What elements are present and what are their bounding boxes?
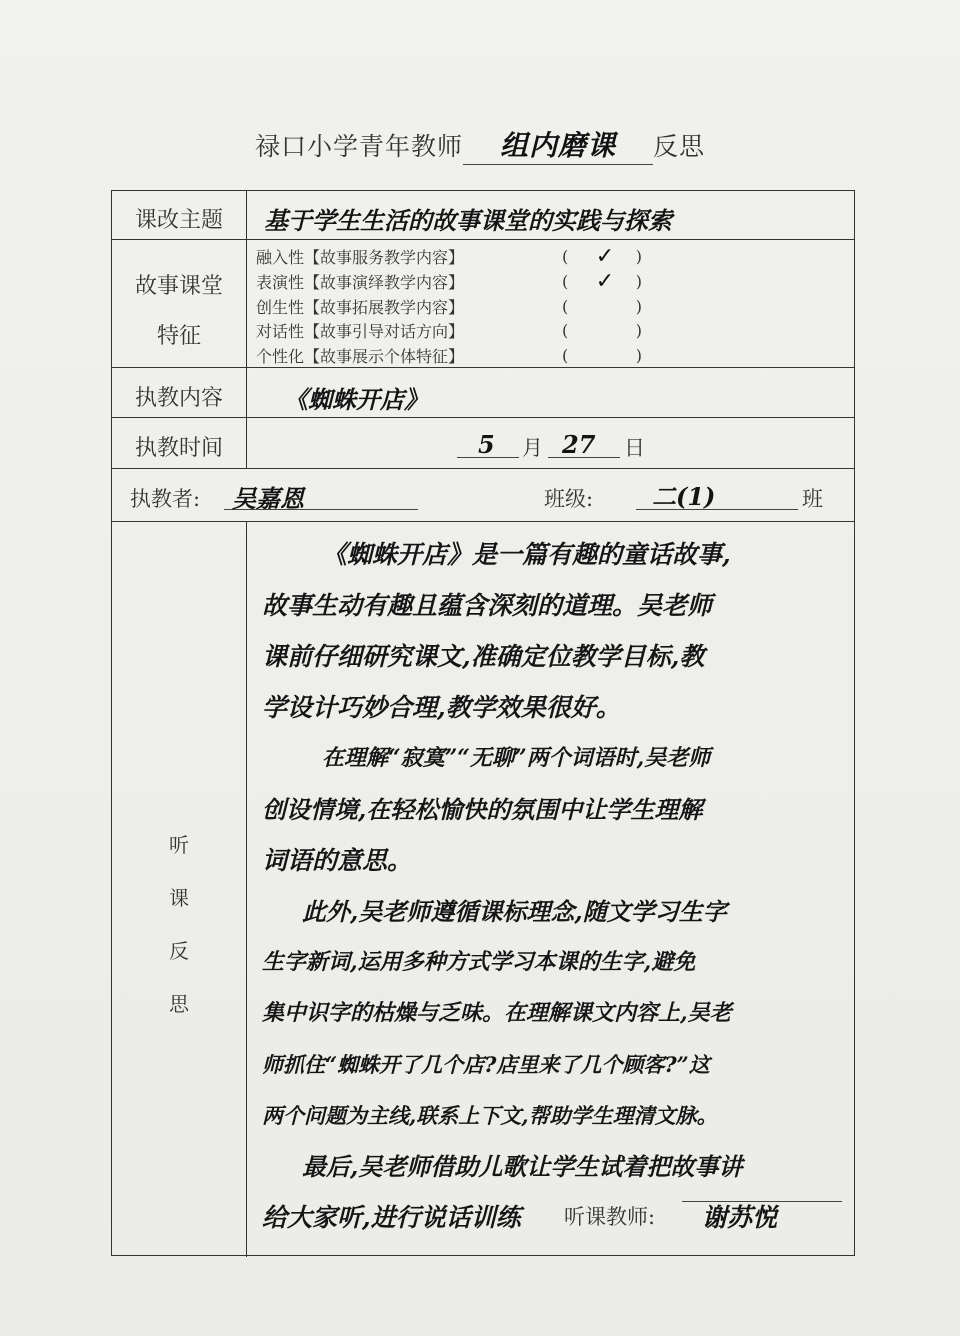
reflection-line: 课前仔细研究课文,准确定位教学目标,教 [262, 642, 705, 671]
feature-row [256, 318, 642, 342]
feature-checkbox: ( ) [562, 320, 642, 340]
reflection-line: 集中识字的枯燥与乏味。在理解课文内容上,吴老 [262, 1000, 732, 1026]
row-divider [112, 239, 854, 240]
feature-checkbox: ( ) [562, 345, 642, 365]
check-mark-icon: ✓ [595, 268, 615, 294]
topic-label: 课改主题 [134, 208, 223, 233]
reflection-line: 故事生动有趣且蕴含深刻的道理。吴老师 [262, 591, 713, 620]
reflection-label-char: 反 [169, 939, 189, 963]
feature-name: 个性化【故事展示个体特征】 [256, 346, 465, 366]
form-table [111, 190, 855, 1256]
reflection-line: 在理解“寂寞”“无聊”两个词语时,吴老师 [322, 745, 711, 771]
feature-row [256, 268, 642, 294]
time-label: 执教时间 [134, 436, 223, 461]
class-value: 二(1) [652, 482, 716, 511]
feature-row [256, 343, 642, 367]
feature-name: 表演性【故事演绎教学内容】 [256, 272, 465, 292]
row-divider [112, 521, 854, 522]
reflection-line: 师抓住“蜘蛛开了几个店?店里来了几个顾客?”这 [262, 1052, 710, 1077]
month-unit: 月 [522, 436, 543, 460]
reflection-line: 此外,吴老师遵循课标理念,随文学习生字 [302, 897, 727, 926]
topic-value: 基于学生生活的故事课堂的实践与探索 [264, 206, 672, 235]
feature-name: 对话性【故事引导对话方向】 [256, 321, 465, 341]
title-handwritten-fill: 组内磨课 [463, 124, 653, 165]
title-suffix: 反思 [653, 132, 706, 161]
listener-value: 谢苏悦 [702, 1203, 778, 1232]
day-unit: 日 [624, 436, 645, 460]
reflection-line: 两个问题为主线,联系上下文,帮助学生理清文脉。 [262, 1103, 718, 1128]
feature-checkbox: ( ) [562, 296, 642, 316]
reflection-line: 词语的意思。 [262, 846, 413, 875]
class-unit: 班 [802, 487, 823, 511]
features-label-line2: 特征 [156, 324, 201, 349]
teacher-value: 吴嘉恩 [232, 484, 304, 513]
listener-underline [682, 1201, 842, 1202]
feature-name: 创生性【故事拓展教学内容】 [256, 297, 465, 317]
reflection-line: 给大家听,进行说话训练 [262, 1203, 521, 1232]
reflection-label-char: 课 [169, 886, 189, 910]
class-label: 班级: [544, 487, 594, 511]
reflection-line: 最后,吴老师借助儿歌让学生试着把故事讲 [302, 1152, 743, 1181]
check-mark-icon: ✓ [595, 243, 615, 269]
reflection-line: 《蜘蛛开店》是一篇有趣的童话故事, [322, 540, 731, 569]
time-day: 27 [562, 430, 596, 459]
reflection-label-char: 思 [169, 992, 189, 1016]
column-divider [246, 191, 247, 468]
reflection-label-char: 听 [169, 833, 189, 857]
reflection-line: 创设情境,在轻松愉快的氛围中让学生理解 [262, 795, 703, 824]
row-divider [112, 367, 854, 368]
content-label: 执教内容 [134, 386, 223, 411]
time-month: 5 [478, 430, 495, 459]
feature-row [256, 243, 642, 269]
reflection-last-line [262, 1192, 778, 1243]
page-title [0, 124, 960, 165]
column-divider [246, 521, 247, 1257]
feature-name: 融入性【故事服务教学内容】 [256, 247, 465, 267]
row-divider [112, 468, 854, 469]
teacher-label: 执教者: [130, 487, 201, 511]
title-prefix: 禄口小学青年教师 [254, 132, 463, 161]
reflection-line: 学设计巧妙合理,教学效果很好。 [262, 693, 621, 722]
listener-label: 听课教师: [564, 1205, 656, 1229]
features-label-line1: 故事课堂 [134, 274, 223, 299]
reflection-line: 生字新词,运用多种方式学习本课的生字,避免 [262, 949, 696, 975]
content-value: 《蜘蛛开店》 [284, 385, 428, 414]
feature-checkbox: ( ) [562, 246, 642, 266]
feature-checkbox: ( ) [562, 271, 642, 291]
reflection-handwriting [262, 529, 778, 1243]
reflection-label [112, 819, 246, 1031]
row-divider [112, 417, 854, 418]
feature-row [256, 294, 642, 318]
